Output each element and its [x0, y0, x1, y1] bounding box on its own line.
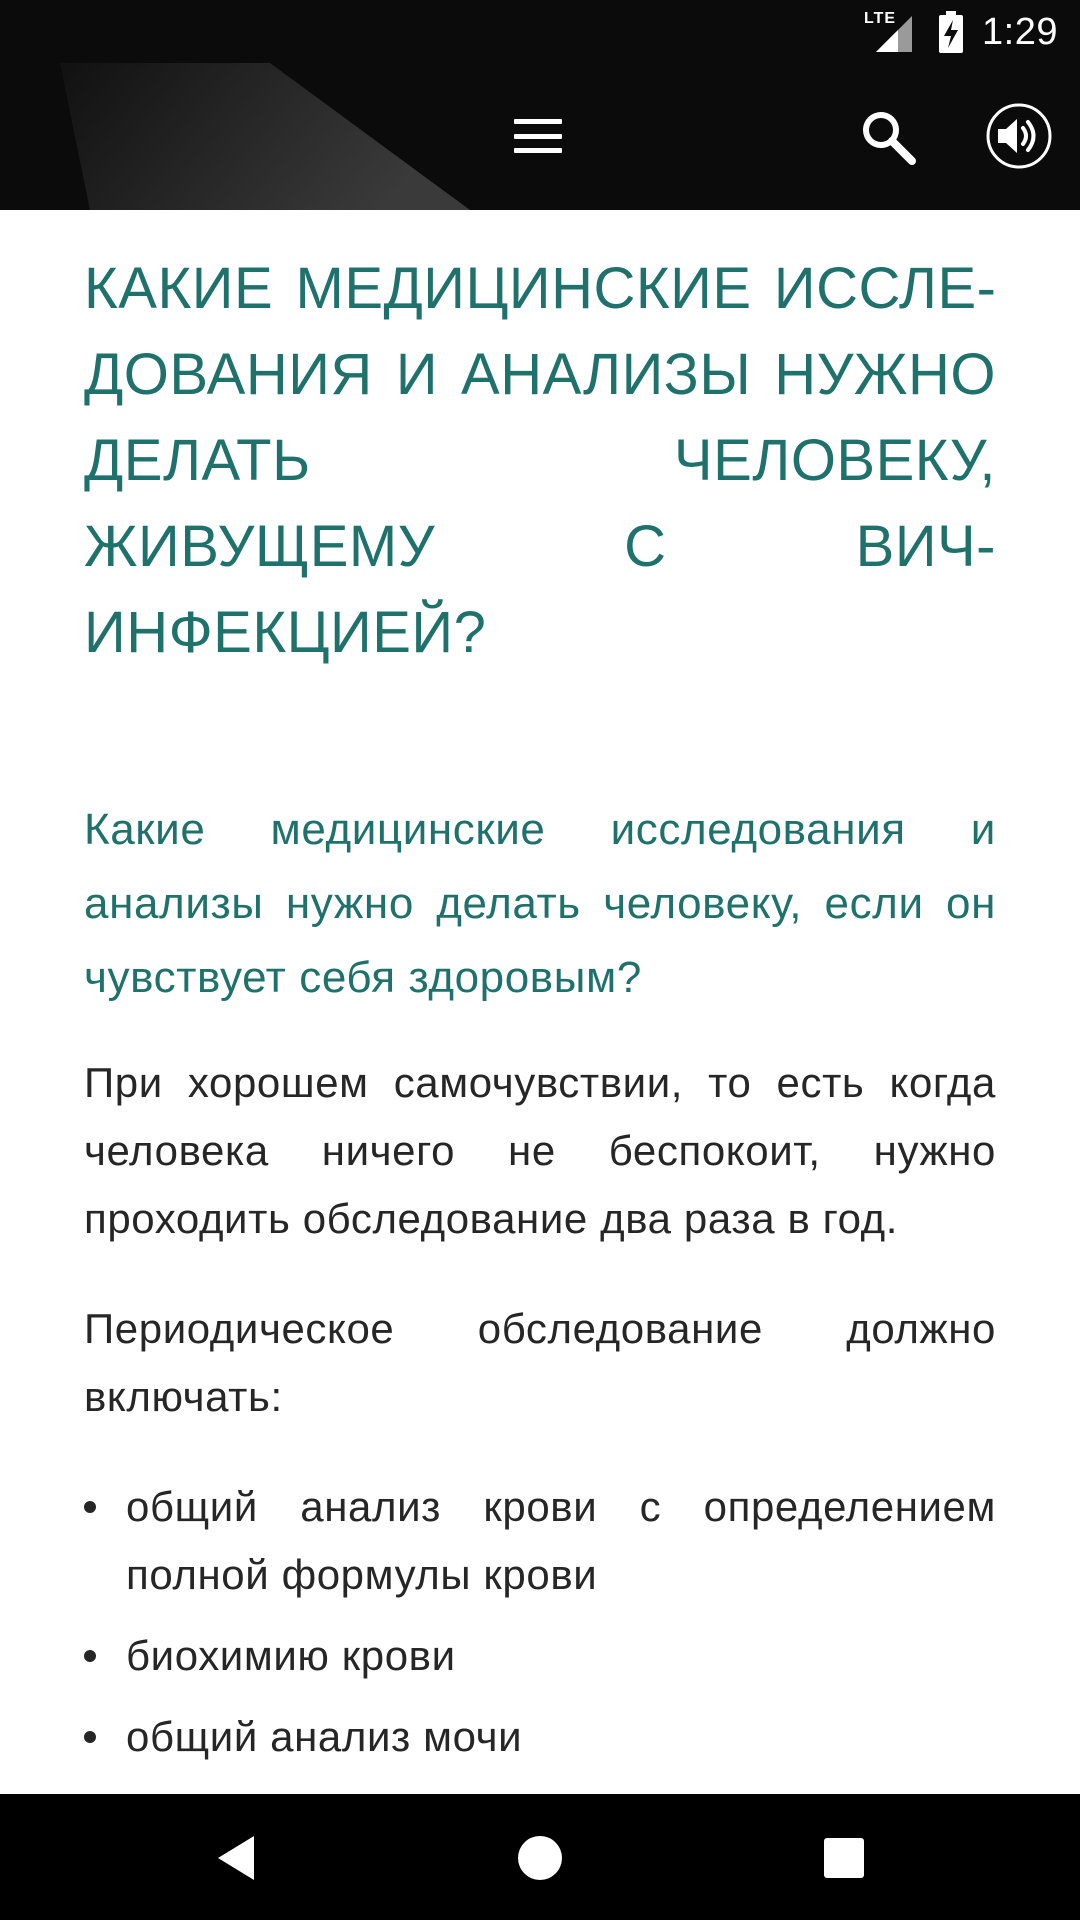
- list-item: [84, 1703, 996, 1771]
- paragraph: При хорошем самочувствии, то есть когда человека ничего не беспокоит, нужно проходить обследование два раза в год.: [84, 1059, 996, 1242]
- list-item: [84, 1473, 996, 1609]
- network-type-label: LTE: [864, 10, 897, 27]
- list-item-text: биохимию крови: [126, 1632, 456, 1679]
- bullet-icon: [84, 1501, 96, 1513]
- back-icon[interactable]: [214, 1834, 258, 1882]
- status-icons: [864, 8, 1058, 56]
- paragraph: Периодическое обследование должно включать:: [84, 1305, 996, 1420]
- menu-icon-line: [514, 134, 562, 139]
- volume-icon[interactable]: [984, 101, 1054, 171]
- header-decoration: [0, 63, 480, 210]
- status-bar: [0, 0, 1080, 63]
- section-title: Какие медицинские исследования и анализы нужно делать человеку, если он чувствует себя здоровым?: [84, 805, 996, 1002]
- article-content[interactable]: [84, 210, 996, 1794]
- list-item: [84, 1622, 996, 1690]
- menu-icon-line: [514, 148, 562, 153]
- bullet-icon: [84, 1650, 96, 1662]
- menu-button[interactable]: [508, 113, 568, 159]
- signal-lte-icon: [864, 10, 920, 54]
- clock: 1:29: [982, 10, 1058, 53]
- list-item-text: общий анализ крови с определением полной формулы крови: [126, 1483, 996, 1598]
- page-title: КАКИЕ МЕДИЦИНСКИЕ ИССЛЕДОВАНИЯ И АНАЛИЗЫ НУЖНО ДЕЛАТЬ ЧЕЛОВЕКУ, ЖИВУЩЕМУ С ВИЧ-ИНФЕКЦИЕЙ?: [84, 256, 996, 665]
- bullet-icon: [84, 1731, 96, 1743]
- menu-icon-line: [514, 119, 562, 124]
- app-bar: [0, 63, 1080, 210]
- battery-charging-icon: [938, 11, 964, 53]
- navigation-bar: [0, 1794, 1080, 1920]
- home-icon[interactable]: [518, 1836, 562, 1880]
- list-item-text: общий анализ мочи: [126, 1713, 523, 1760]
- recents-icon[interactable]: [824, 1838, 864, 1878]
- search-icon[interactable]: [858, 107, 918, 167]
